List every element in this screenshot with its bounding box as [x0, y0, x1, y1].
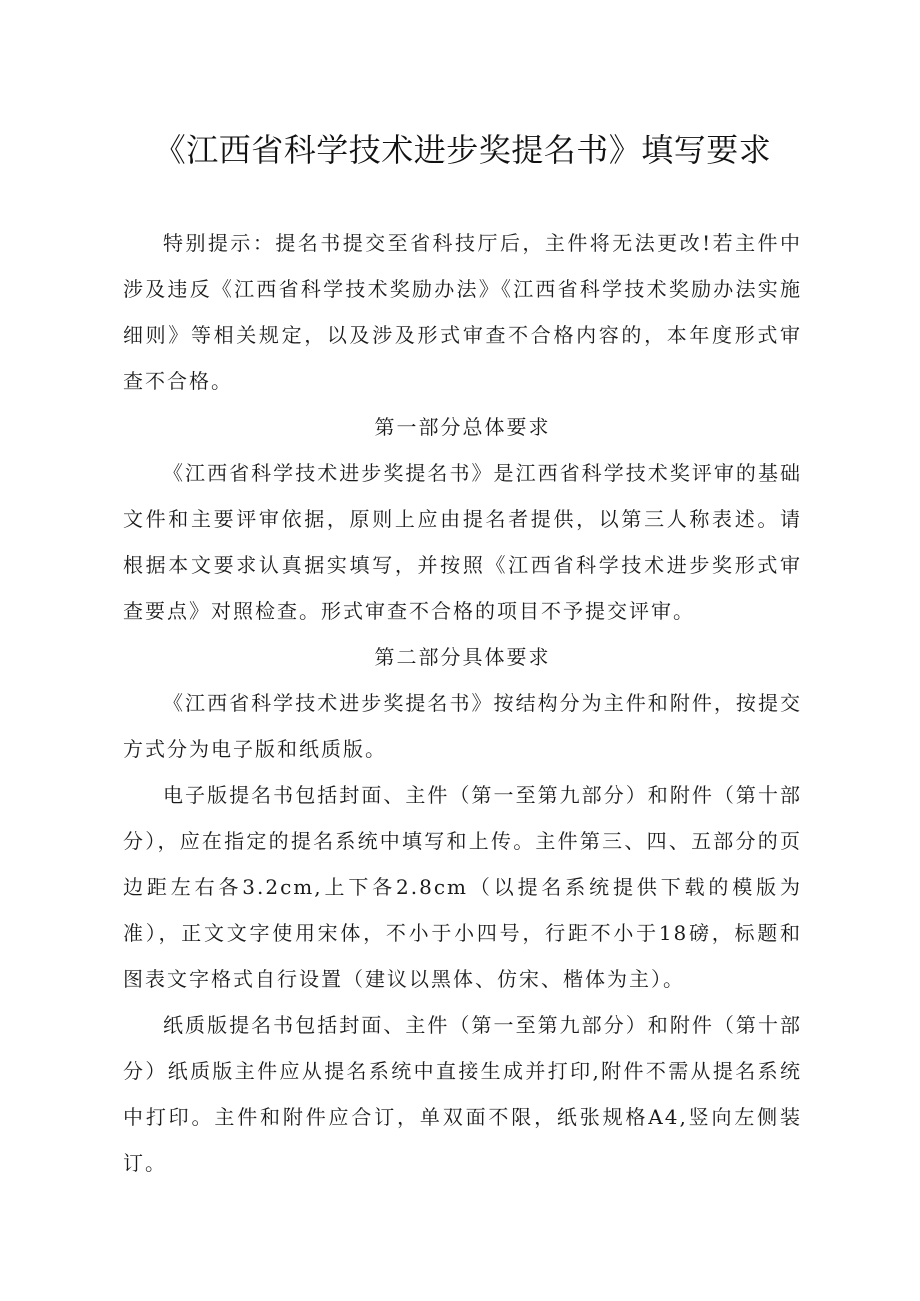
document-body: [123, 220, 802, 1186]
special-notice-paragraph: 特别提示：提名书提交至省科技厅后，主件将无法更改!若主件中涉及违反《江西省科学技术奖励办法》《江西省科学技术奖励办法实施细则》等相关规定，以及涉及形式审查不合格内容的，本年度形式审查不合格。: [123, 231, 802, 393]
document-title: 《江西省科学技术进步奖提名书》填写要求: [153, 131, 772, 169]
electronic-version-paragraph: 电子版提名书包括封面、主件（第一至第九部分）和附件（第十部分），应在指定的提名系统中填写和上传。主件第三、四、五部分的页边距左右各3.2cm,上下各2.8cm（以提名系统提供下载的模版为准），正文文字使用宋体，不小于小四号，行距不小于18磅，标题和图表文字格式自行设置（建议以黑体、仿宋、楷体为主）。: [123, 783, 802, 991]
paper-version-paragraph: 纸质版提名书包括封面、主件（第一至第九部分）和附件（第十部分）纸质版主件应从提名系统中直接生成并打印,附件不需从提名系统中打印。主件和附件应合订，单双面不限，纸张规格A4,竖向左侧装订。: [123, 1013, 802, 1175]
section-heading-part-one: 第一部分总体要求: [374, 415, 551, 439]
structure-paragraph: 《江西省科学技术进步奖提名书》按结构分为主件和附件，按提交方式分为电子版和纸质版。: [123, 691, 802, 761]
section-heading-part-two: 第二部分具体要求: [374, 645, 551, 669]
general-requirements-paragraph: 《江西省科学技术进步奖提名书》是江西省科学技术奖评审的基础文件和主要评审依据，原则上应由提名者提供，以第三人称表述。请根据本文要求认真据实填写，并按照《江西省科学技术进步奖形式审查要点》对照检查。形式审查不合格的项目不予提交评审。: [123, 461, 802, 623]
